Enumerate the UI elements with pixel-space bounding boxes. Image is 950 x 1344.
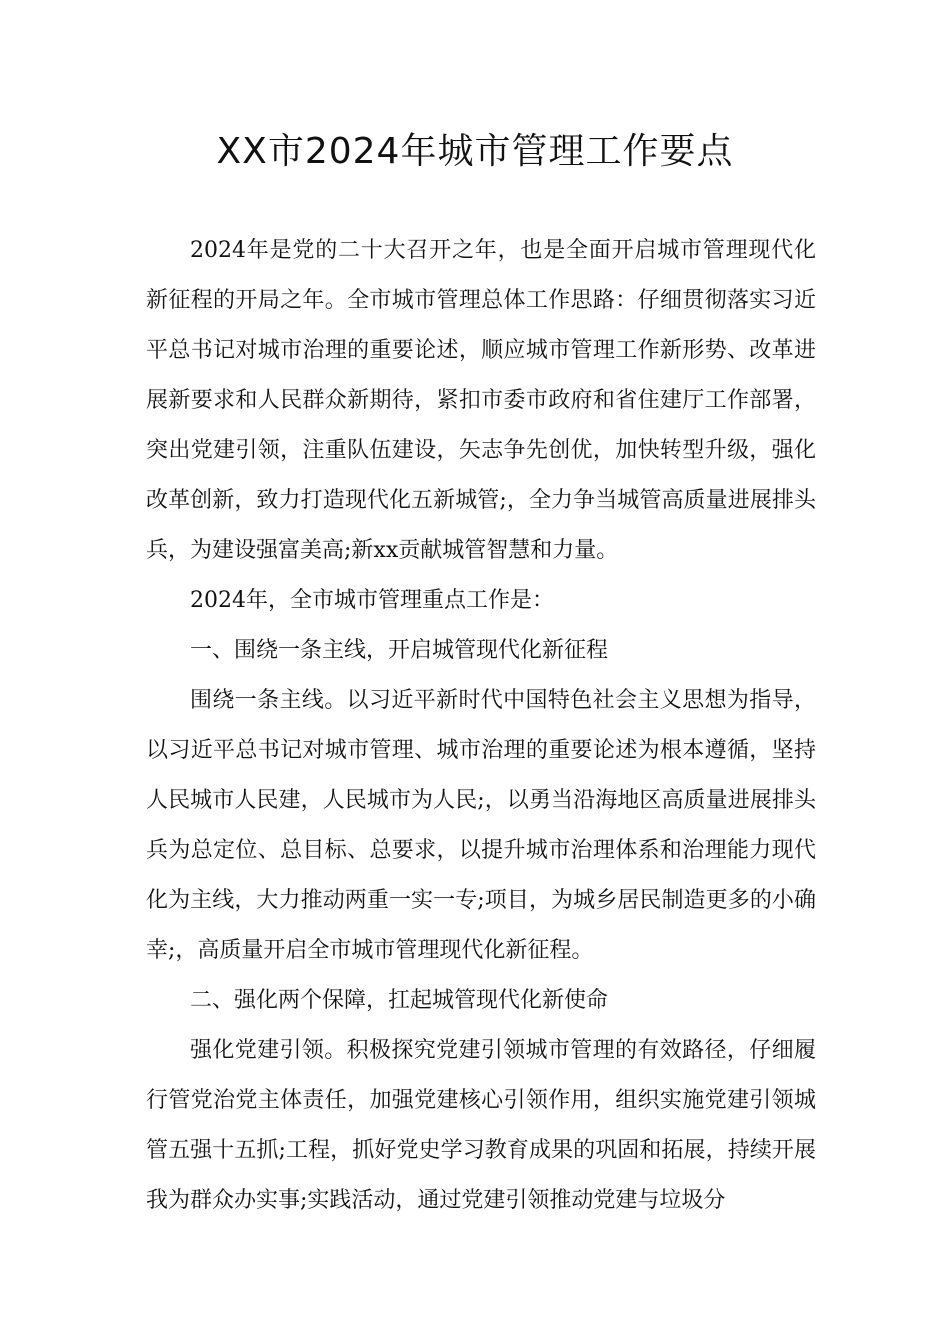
paragraph-key-work: 2024年，全市城市管理重点工作是：	[190, 588, 554, 613]
paragraph-party-building: 强化党建引领。积极探究党建引领城市管理的有效路径，仔细履行管党治党主体责任，加强党建核心引领作用，组织实施党建引领城管五强十五抓;工程，抓好党史学习教育成果的巩固和拓展，持续开展我为群众办实事;实践活动，通过党建引领推动党建与垃圾分	[146, 1038, 816, 1213]
section-heading-1: 一、围绕一条主线，开启城管现代化新征程	[190, 638, 609, 663]
section-heading-2: 二、强化两个保障，扛起城管现代化新使命	[190, 988, 609, 1013]
paragraph-intro: 2024年是党的二十大召开之年，也是全面开启城市管理现代化新征程的开局之年。全市城市管理总体工作思路：仔细贯彻落实习近平总书记对城市治理的重要论述，顺应城市管理工作新形势、改革进展新要求和人民群众新期待，紧扣市委市政府和省住建厅工作部署，突出党建引领，注重队伍建设，矢志争先创优，加快转型升级，强化改革创新，致力打造现代化五新城管;，全力争当城管高质量进展排头兵，为建设强富美高;新xx贡献城管智慧和力量。	[146, 238, 816, 563]
paragraph-main-line: 围绕一条主线。以习近平新时代中国特色社会主义思想为指导，以习近平总书记对城市管理、城市治理的重要论述为根本遵循，坚持人民城市人民建，人民城市为人民;，以勇当沿海地区高质量进展排头兵为总定位、总目标、总要求，以提升城市治理体系和治理能力现代化为主线，大力推动两重一实一专;项目，为城乡居民制造更多的小确幸;，高质量开启全市城市管理现代化新征程。	[146, 688, 816, 963]
document-body	[146, 226, 816, 1226]
document-title: XX市2024年城市管理工作要点	[216, 131, 734, 172]
